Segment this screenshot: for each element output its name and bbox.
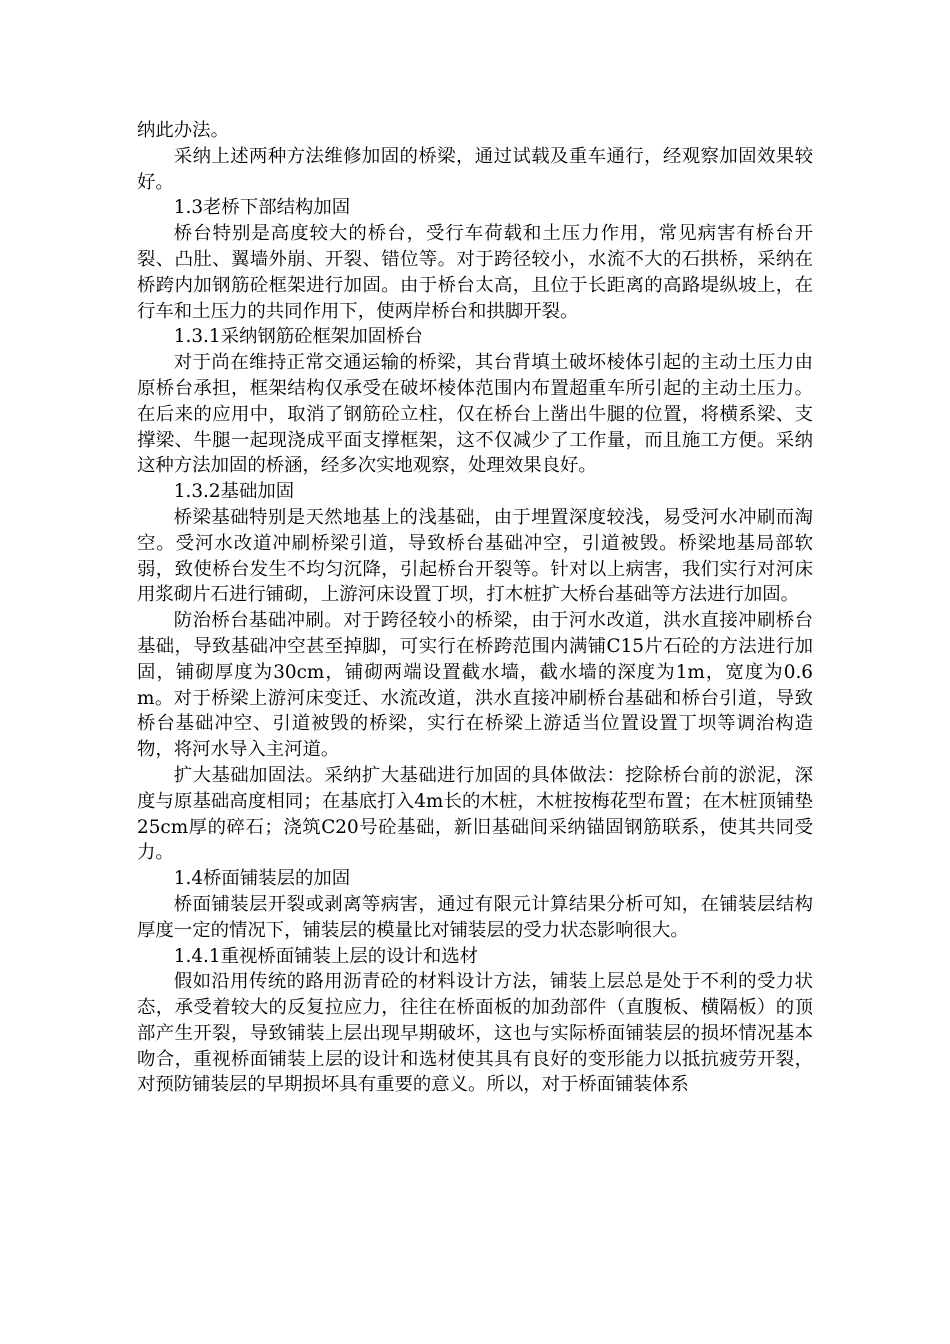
section-heading: 1.3老桥下部结构加固 [173, 197, 351, 219]
paragraph: 对于尚在维持正常交通运输的桥梁，其台背填土破坏棱体引起的主动土压力由原桥台承担，框架结构仅承受在破坏棱体范围内布置超重车所引起的主动土压力。在后来的应用中，取消了钢筋砼立柱，仅在桥台上凿出牛腿的位置，将横系梁、支撑梁、牛腿一起现浇成平面支撑框架，这不仅减少了工作量，而且施工方便。采纳这种方法加固的桥涵，经多次实地观察，处理效果良好。 [137, 352, 813, 477]
section-heading: 1.4桥面铺装层的加固 [173, 868, 351, 890]
paragraph: 采纳上述两种方法维修加固的桥梁，通过试载及重车通行，经观察加固效果较好。 [137, 145, 813, 193]
section-heading: 1.3.1采纳钢筋砼框架加固桥台 [173, 326, 423, 348]
paragraph: 桥面铺装层开裂或剥离等病害，通过有限元计算结果分析可知，在铺装层结构厚度一定的情况下，铺装层的模量比对铺装层的受力状态影响很大。 [137, 893, 813, 941]
section-heading: 1.4.1重视桥面铺装上层的设计和选材 [173, 945, 479, 967]
document-body [137, 118, 813, 1098]
paragraph: 假如沿用传统的路用沥青砼的材料设计方法，铺装上层总是处于不利的受力状态，承受着较大的反复拉应力，往往在桥面板的加劲部件（直腹板、横隔板）的顶部产生开裂，导致铺装上层出现早期破坏，这也与实际桥面铺装层的损坏情况基本吻合，重视桥面铺装上层的设计和选材使其具有良好的变形能力以抵抗疲劳开裂，对预防铺装层的早期损坏具有重要的意义。所以，对于桥面铺装体系 [137, 971, 813, 1096]
paragraph: 纳此办法。 [137, 120, 229, 141]
paragraph: 桥台特别是高度较大的桥台，受行车荷载和土压力作用，常见病害有桥台开裂、凸肚、翼墙外崩、开裂、错位等。对于跨径较小，水流不大的石拱桥，采纳在桥跨内加钢筋砼框架进行加固。由于桥台太高，且位于长距离的高路堤纵坡上，在行车和土压力的共同作用下，使两岸桥台和拱脚开裂。 [137, 223, 813, 322]
paragraph: 扩大基础加固法。采纳扩大基础进行加固的具体做法：挖除桥台前的淤泥，深度与原基础高度相同；在基底打入4m长的木桩，木桩按梅花型布置；在木桩顶铺垫25cm厚的碎石；浇筑C20号砼基础，新旧基础间采纳锚固钢筋联系，使其共同受力。 [137, 764, 813, 864]
paragraph: 桥梁基础特别是天然地基上的浅基础，由于埋置深度较浅，易受河水冲刷而淘空。受河水改道冲刷桥梁引道，导致桥台基础冲空，引道被毁。桥梁地基局部软弱，致使桥台发生不均匀沉降，引起桥台开裂等。针对以上病害，我们实行对河床用浆砌片石进行铺砌，上游河床设置丁坝，打木桩扩大桥台基础等方法进行加固。 [137, 506, 813, 606]
paragraph: 防治桥台基础冲刷。对于跨径较小的桥梁，由于河水改道，洪水直接冲刷桥台基础，导致基础冲空甚至掉脚，可实行在桥跨范围内满铺C15片石砼的方法进行加固，铺砌厚度为30cm，铺砌两端设置截水墙，截水墙的深度为1m，宽度为0.6m。对于桥梁上游河床变迁、水流改道，洪水直接冲刷桥台基础和桥台引道，导致桥台基础冲空、引道被毁的桥梁，实行在桥梁上游适当位置设置丁坝等调治构造物，将河水导入主河道。 [137, 610, 813, 761]
section-heading: 1.3.2基础加固 [173, 481, 295, 503]
